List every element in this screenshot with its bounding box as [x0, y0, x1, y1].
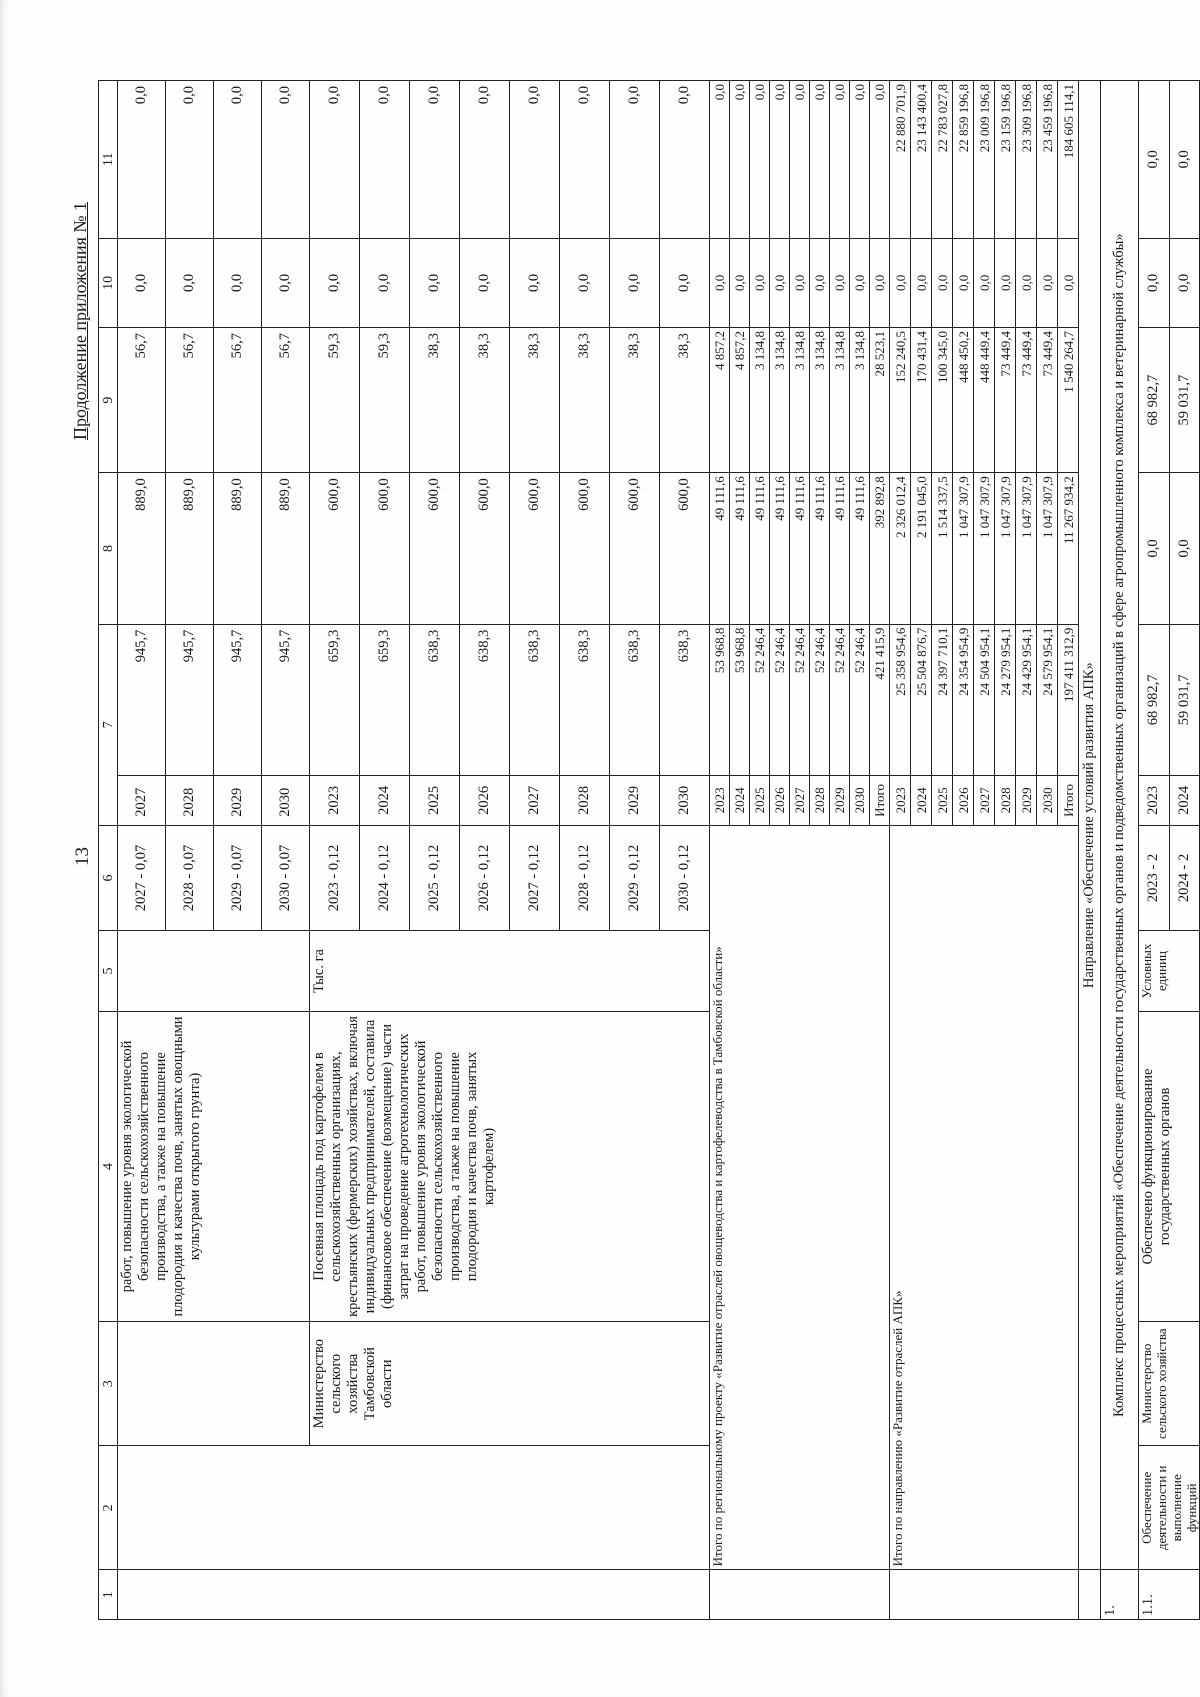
regional-amount: 3 134,8	[750, 328, 770, 473]
other-amount: 0,0	[560, 81, 610, 239]
regional-amount: 56,7	[214, 328, 262, 473]
federal-amount: 11 267 934,2	[1058, 473, 1079, 624]
target-value: 2025 - 0,12	[410, 825, 460, 930]
regional-amount: 3 134,8	[830, 328, 850, 473]
total-amount: 25 358 954,6	[890, 624, 911, 775]
local-amount: 0,0	[911, 238, 932, 327]
federal-amount: 2 191 045,0	[911, 473, 932, 624]
local-amount: 0,0	[610, 238, 660, 327]
indicator-text: Посевная площадь под картофелем в сельскохозяйственных организациях, крестьянских (фермерских) хозяйствах, включая индивидуальных предпринимателей, составила (финансовое обеспечение (возмещение) части затрат на проведение агротехнологических работ, повышение уровня экологической безопасности сельскохозяйственного производства, а также на повышение плодородия и качества почв, занятых картофелем)	[310, 1011, 710, 1321]
regional-amount: 73 449,4	[1016, 328, 1037, 473]
continuation-title: Продолжение приложения № 1	[70, 201, 90, 440]
federal-amount: 1 047 307,9	[1037, 473, 1058, 624]
year-cell: 2030	[1037, 776, 1058, 826]
target-value: 2028 - 0,07	[166, 825, 214, 930]
total-amount: 197 411 312,9	[1058, 624, 1079, 775]
federal-amount: 49 111,6	[710, 473, 730, 624]
year-cell: Итого	[870, 776, 890, 826]
total-amount: 638,3	[660, 624, 710, 775]
regional-amount: 59,3	[360, 328, 410, 473]
year-cell: 2029	[1016, 776, 1037, 826]
executor-cell: Министерство сельского хозяйства Тамбовской области	[310, 1322, 710, 1446]
table-cell	[118, 1446, 710, 1570]
target-value: 2023 - 2	[1139, 825, 1170, 930]
section-number: 1.	[1101, 1570, 1139, 1620]
total-amount: 59 031,7	[1169, 624, 1200, 775]
federal-amount: 49 111,6	[730, 473, 750, 624]
local-amount: 0,0	[953, 238, 974, 327]
other-amount: 23 143 400,4	[911, 81, 932, 239]
target-value: 2027 - 0,12	[510, 825, 560, 930]
budget-table	[98, 80, 1200, 1620]
other-amount: 0,0	[410, 81, 460, 239]
local-amount: 0,0	[730, 238, 750, 327]
federal-amount: 889,0	[262, 473, 310, 624]
regional-amount: 100 345,0	[932, 328, 953, 473]
year-cell: 2029	[610, 776, 660, 826]
other-amount: 0,0	[262, 81, 310, 239]
federal-amount: 1 514 337,5	[932, 473, 953, 624]
table-row	[1139, 81, 1170, 1620]
year-cell: 2027	[118, 776, 166, 826]
other-amount: 0,0	[610, 81, 660, 239]
column-number-row	[99, 81, 118, 1620]
target-value: 2024 - 2	[1169, 825, 1200, 930]
indicator-text: Обеспечено функционирование государственных органов	[1139, 1011, 1200, 1321]
total-amount: 52 246,4	[770, 624, 790, 775]
regional-amount: 38,3	[410, 328, 460, 473]
section-title: Комплекс процессных мероприятий «Обеспечение деятельности государственных органов и подведомственных организаций в сфере агропромышленного комплекса и ветеринарной службы»	[1101, 81, 1139, 1570]
federal-amount: 392 892,8	[870, 473, 890, 624]
col-header: 3	[99, 1322, 118, 1446]
regional-amount: 59 031,7	[1169, 328, 1200, 473]
other-amount: 0,0	[830, 81, 850, 239]
regional-amount: 3 134,8	[850, 328, 870, 473]
year-cell: 2028	[560, 776, 610, 826]
local-amount: 0,0	[1037, 238, 1058, 327]
col-header: 8	[99, 473, 118, 624]
year-cell: 2027	[510, 776, 560, 826]
other-amount: 0,0	[850, 81, 870, 239]
regional-amount: 28 523,1	[870, 328, 890, 473]
total-amount: 638,3	[460, 624, 510, 775]
local-amount: 0,0	[1058, 238, 1079, 327]
local-amount: 0,0	[660, 238, 710, 327]
year-cell: 2028	[166, 776, 214, 826]
total-amount: 52 246,4	[750, 624, 770, 775]
local-amount: 0,0	[810, 238, 830, 327]
table-row	[890, 81, 911, 1620]
regional-amount: 38,3	[660, 328, 710, 473]
federal-amount: 1 047 307,9	[1016, 473, 1037, 624]
other-amount: 0,0	[810, 81, 830, 239]
regional-amount: 3 134,8	[770, 328, 790, 473]
total-amount: 24 429 954,1	[1016, 624, 1037, 775]
local-amount: 0,0	[870, 238, 890, 327]
table-cell	[1079, 1570, 1101, 1620]
total-amount: 52 246,4	[830, 624, 850, 775]
col-header: 2	[99, 1446, 118, 1570]
col-header: 9	[99, 328, 118, 473]
total-amount: 52 246,4	[810, 624, 830, 775]
other-amount: 23 159 196,8	[995, 81, 1016, 239]
total-amount: 24 354 954,9	[953, 624, 974, 775]
unit-cell: Тыс. га	[310, 931, 710, 1012]
local-amount: 0,0	[1139, 238, 1170, 327]
regional-amount: 59,3	[310, 328, 360, 473]
other-amount: 23 459 196,8	[1037, 81, 1058, 239]
target-value: 2024 - 0,12	[360, 825, 410, 930]
table-row	[118, 81, 166, 1620]
other-amount: 0,0	[750, 81, 770, 239]
local-amount: 0,0	[750, 238, 770, 327]
federal-amount: 49 111,6	[790, 473, 810, 624]
regional-amount: 56,7	[118, 328, 166, 473]
total-amount: 25 504 876,7	[911, 624, 932, 775]
local-amount: 0,0	[770, 238, 790, 327]
item-name: Обеспечение деятельности и выполнение функций	[1139, 1446, 1200, 1570]
other-amount: 0,0	[660, 81, 710, 239]
year-cell: 2025	[750, 776, 770, 826]
other-amount: 0,0	[166, 81, 214, 239]
regional-amount: 73 449,4	[995, 328, 1016, 473]
regional-amount: 38,3	[510, 328, 560, 473]
local-amount: 0,0	[560, 238, 610, 327]
other-amount: 0,0	[730, 81, 750, 239]
year-cell: 2028	[995, 776, 1016, 826]
federal-amount: 600,0	[510, 473, 560, 624]
regional-amount: 448 450,2	[953, 328, 974, 473]
regional-amount: 38,3	[460, 328, 510, 473]
other-amount: 0,0	[870, 81, 890, 239]
other-amount: 22 859 196,8	[953, 81, 974, 239]
total-amount: 638,3	[610, 624, 660, 775]
total-amount: 24 579 954,1	[1037, 624, 1058, 775]
federal-amount: 1 047 307,9	[995, 473, 1016, 624]
local-amount: 0,0	[118, 238, 166, 327]
total-amount: 24 279 954,1	[995, 624, 1016, 775]
total-amount: 638,3	[510, 624, 560, 775]
col-header: 6	[99, 825, 118, 930]
other-amount: 184 605 114,1	[1058, 81, 1079, 239]
executor-cell: Министерство сельского хозяйства	[1139, 1322, 1200, 1446]
direction-title: Направление «Обеспечение условий развития АПК»	[1079, 81, 1101, 1570]
regional-amount: 4 857,2	[730, 328, 750, 473]
total-amount: 638,3	[410, 624, 460, 775]
year-cell: 2023	[310, 776, 360, 826]
year-cell: 2027	[974, 776, 995, 826]
other-amount: 0,0	[770, 81, 790, 239]
rotated-sheet	[70, 80, 1199, 1620]
target-value: 2023 - 0,12	[310, 825, 360, 930]
year-cell: 2026	[770, 776, 790, 826]
year-cell: 2027	[790, 776, 810, 826]
total-amount: 52 246,4	[790, 624, 810, 775]
local-amount: 0,0	[262, 238, 310, 327]
regional-amount: 38,3	[610, 328, 660, 473]
federal-amount: 600,0	[310, 473, 360, 624]
target-value: 2027 - 0,07	[118, 825, 166, 930]
local-amount: 0,0	[932, 238, 953, 327]
indicator-text: работ, повышение уровня экологической безопасности сельскохозяйственного производства, а также на повышение плодородия и качества почв, занятых овощными культурами открытого грунта)	[118, 1011, 310, 1321]
federal-amount: 49 111,6	[750, 473, 770, 624]
total-amount: 24 504 954,1	[974, 624, 995, 775]
year-cell: 2029	[214, 776, 262, 826]
local-amount: 0,0	[460, 238, 510, 327]
regional-amount: 170 431,4	[911, 328, 932, 473]
local-amount: 0,0	[995, 238, 1016, 327]
table-cell	[118, 1322, 310, 1446]
local-amount: 0,0	[510, 238, 560, 327]
regional-amount: 3 134,8	[790, 328, 810, 473]
table-row	[310, 81, 360, 1620]
other-amount: 22 783 027,8	[932, 81, 953, 239]
local-amount: 0,0	[1169, 238, 1200, 327]
regional-amount: 56,7	[166, 328, 214, 473]
other-amount: 0,0	[214, 81, 262, 239]
year-cell: 2023	[710, 776, 730, 826]
table-row	[710, 81, 730, 1620]
local-amount: 0,0	[890, 238, 911, 327]
federal-amount: 1 047 307,9	[974, 473, 995, 624]
regional-amount: 448 449,4	[974, 328, 995, 473]
total-amount: 945,7	[118, 624, 166, 775]
regional-amount: 38,3	[560, 328, 610, 473]
other-amount: 0,0	[790, 81, 810, 239]
total-amount: 24 397 710,1	[932, 624, 953, 775]
section-heading-row	[1101, 81, 1139, 1620]
other-amount: 0,0	[1139, 81, 1170, 239]
regional-amount: 152 240,5	[890, 328, 911, 473]
federal-amount: 49 111,6	[810, 473, 830, 624]
federal-amount: 889,0	[214, 473, 262, 624]
year-cell: 2030	[850, 776, 870, 826]
target-value: 2030 - 0,07	[262, 825, 310, 930]
local-amount: 0,0	[830, 238, 850, 327]
local-amount: 0,0	[710, 238, 730, 327]
table-cell	[710, 1570, 890, 1620]
local-amount: 0,0	[1016, 238, 1037, 327]
total-amount: 52 246,4	[850, 624, 870, 775]
federal-amount: 0,0	[1169, 473, 1200, 624]
item-number: 1.1.	[1139, 1570, 1200, 1620]
other-amount: 23 309 196,8	[1016, 81, 1037, 239]
total-amount: 945,7	[214, 624, 262, 775]
total-amount: 659,3	[310, 624, 360, 775]
federal-amount: 49 111,6	[830, 473, 850, 624]
federal-amount: 1 047 307,9	[953, 473, 974, 624]
local-amount: 0,0	[410, 238, 460, 327]
other-amount: 22 880 701,9	[890, 81, 911, 239]
year-cell: 2025	[410, 776, 460, 826]
year-cell: 2026	[460, 776, 510, 826]
total-amount: 421 415,9	[870, 624, 890, 775]
federal-amount: 600,0	[360, 473, 410, 624]
year-cell: 2024	[1169, 776, 1200, 826]
table-cell	[118, 931, 310, 1012]
year-cell: 2024	[730, 776, 750, 826]
table-cell	[890, 1570, 1079, 1620]
total-label: Итого по региональному проекту «Развитие отраслей овощеводства и картофелеводства в Тамбовской области»	[710, 825, 890, 1570]
regional-amount: 73 449,4	[1037, 328, 1058, 473]
col-header: 7	[99, 624, 118, 825]
year-cell: Итого	[1058, 776, 1079, 826]
local-amount: 0,0	[310, 238, 360, 327]
section-heading-row	[1079, 81, 1101, 1620]
unit-cell: Условных единиц	[1139, 931, 1200, 1012]
target-value: 2030 - 0,12	[660, 825, 710, 930]
federal-amount: 2 326 012,4	[890, 473, 911, 624]
col-header: 5	[99, 931, 118, 1012]
col-header: 4	[99, 1011, 118, 1321]
other-amount: 0,0	[310, 81, 360, 239]
target-value: 2028 - 0,12	[560, 825, 610, 930]
year-cell: 2026	[953, 776, 974, 826]
target-value: 2029 - 0,12	[610, 825, 660, 930]
total-amount: 53 968,8	[730, 624, 750, 775]
local-amount: 0,0	[974, 238, 995, 327]
page-number: 13	[72, 847, 93, 866]
table-cell	[118, 1570, 710, 1620]
regional-amount: 1 540 264,7	[1058, 328, 1079, 473]
federal-amount: 600,0	[610, 473, 660, 624]
regional-amount: 4 857,2	[710, 328, 730, 473]
other-amount: 0,0	[460, 81, 510, 239]
year-cell: 2025	[932, 776, 953, 826]
total-amount: 945,7	[262, 624, 310, 775]
col-header: 10	[99, 238, 118, 327]
total-label: Итого по направлению «Развитие отраслей АПК»	[890, 825, 1079, 1570]
local-amount: 0,0	[790, 238, 810, 327]
local-amount: 0,0	[360, 238, 410, 327]
year-cell: 2030	[660, 776, 710, 826]
total-amount: 53 968,8	[710, 624, 730, 775]
col-header: 1	[99, 1570, 118, 1620]
federal-amount: 889,0	[118, 473, 166, 624]
federal-amount: 600,0	[660, 473, 710, 624]
other-amount: 0,0	[510, 81, 560, 239]
target-value: 2029 - 0,07	[214, 825, 262, 930]
other-amount: 0,0	[118, 81, 166, 239]
regional-amount: 3 134,8	[810, 328, 830, 473]
year-cell: 2023	[890, 776, 911, 826]
federal-amount: 600,0	[460, 473, 510, 624]
regional-amount: 56,7	[262, 328, 310, 473]
year-cell: 2024	[360, 776, 410, 826]
local-amount: 0,0	[166, 238, 214, 327]
federal-amount: 889,0	[166, 473, 214, 624]
total-amount: 945,7	[166, 624, 214, 775]
federal-amount: 600,0	[560, 473, 610, 624]
local-amount: 0,0	[214, 238, 262, 327]
other-amount: 0,0	[710, 81, 730, 239]
federal-amount: 49 111,6	[770, 473, 790, 624]
federal-amount: 600,0	[410, 473, 460, 624]
col-header: 11	[99, 81, 118, 239]
total-amount: 68 982,7	[1139, 624, 1170, 775]
year-cell: 2024	[911, 776, 932, 826]
year-cell: 2030	[262, 776, 310, 826]
year-cell: 2028	[810, 776, 830, 826]
target-value: 2026 - 0,12	[460, 825, 510, 930]
total-amount: 638,3	[560, 624, 610, 775]
other-amount: 0,0	[1169, 81, 1200, 239]
federal-amount: 0,0	[1139, 473, 1170, 624]
regional-amount: 68 982,7	[1139, 328, 1170, 473]
federal-amount: 49 111,6	[850, 473, 870, 624]
year-cell: 2029	[830, 776, 850, 826]
local-amount: 0,0	[850, 238, 870, 327]
other-amount: 23 009 196,8	[974, 81, 995, 239]
other-amount: 0,0	[360, 81, 410, 239]
total-amount: 659,3	[360, 624, 410, 775]
year-cell: 2023	[1139, 776, 1170, 826]
